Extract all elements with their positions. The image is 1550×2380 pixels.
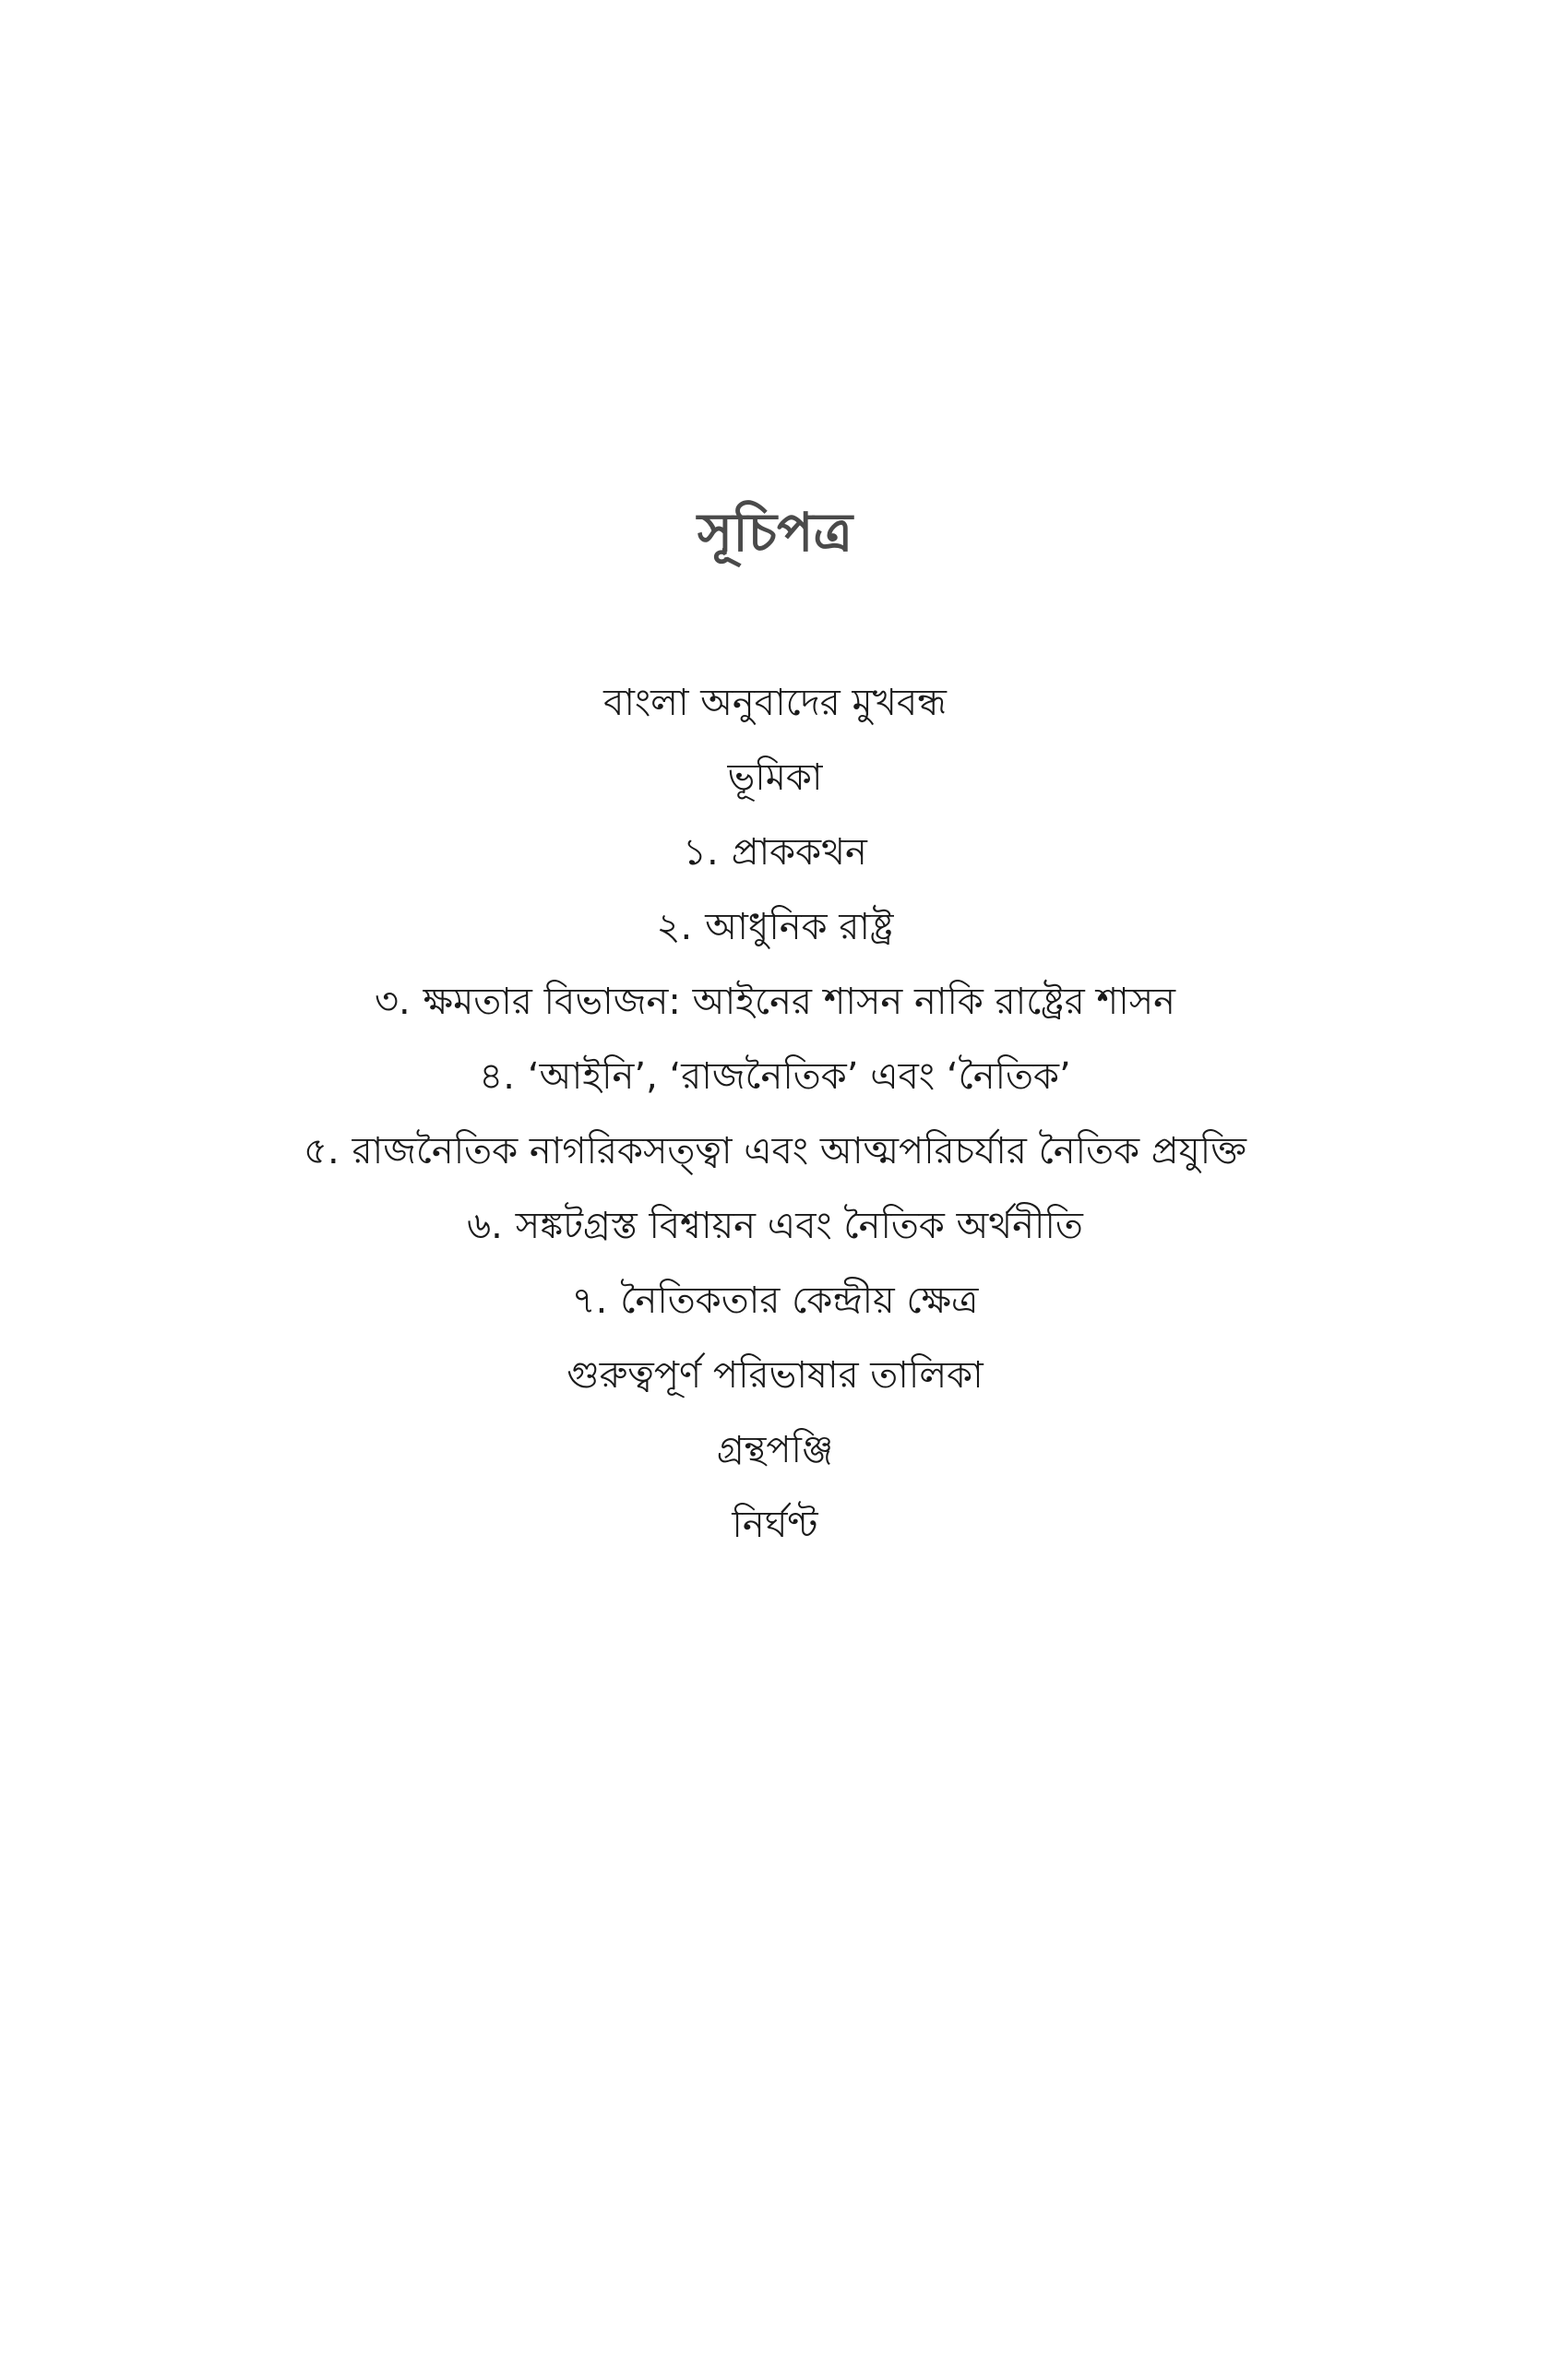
toc-entry-preface-bengali-translation [0, 671, 1550, 745]
toc-entry-label: গ্রন্থপঞ্জি [716, 1429, 834, 1471]
toc-entry-label: ‘আইনি’, ‘রাজনৈতিক’ এবং ‘নৈতিক’ [527, 1055, 1071, 1098]
page-title: সূচিপত্র [697, 500, 853, 564]
chapter-number: ২. [656, 906, 693, 948]
toc-entry-label: বাংলা অনুবাদের মুখবন্ধ [603, 682, 947, 724]
chapter-number: ৫. [304, 1130, 340, 1172]
toc-entry-label: আধুনিক রাষ্ট্র [705, 906, 894, 948]
chapter-number: ১. [683, 831, 719, 874]
toc-entry-chapter-5 [0, 1119, 1550, 1194]
toc-entry-index [0, 1493, 1550, 1567]
toc-entry-introduction [0, 745, 1550, 820]
toc-entry-chapter-3 [0, 970, 1550, 1044]
chapter-number: ৩. [374, 981, 411, 1023]
toc-entry-bibliography [0, 1418, 1550, 1493]
toc-entry-label: নৈতিকতার কেন্দ্রীয় ক্ষেত্র [620, 1279, 979, 1322]
toc-entry-chapter-2 [0, 895, 1550, 970]
toc-entry-glossary [0, 1343, 1550, 1418]
toc-entry-label: ভূমিকা [727, 756, 823, 799]
chapter-number: ৭. [571, 1279, 608, 1322]
toc-entry-chapter-6 [0, 1194, 1550, 1268]
chapter-number: ৬. [467, 1205, 503, 1247]
toc-entry-label: সঙ্কটগ্রস্ত বিশ্বায়ন এবং নৈতিক অর্থনীতি [515, 1205, 1083, 1247]
toc-entry-label: ক্ষমতার বিভাজন: আইনের শাসন নাকি রাষ্ট্রের শাসন [423, 981, 1176, 1023]
toc-entry-chapter-4 [0, 1044, 1550, 1119]
toc-entry-label: রাজনৈতিক নাগরিকসত্ত্বা এবং আত্মপরিচর্যার নৈতিক প্রযুক্তি [352, 1130, 1246, 1172]
toc-entry-chapter-1 [0, 820, 1550, 895]
toc-entry-label: প্রাককথন [731, 831, 867, 874]
toc-entry-label: নির্ঘণ্ট [732, 1504, 818, 1546]
toc-entry-chapter-7 [0, 1268, 1550, 1343]
table-of-contents [0, 671, 1550, 1567]
toc-entry-label: গুরুত্বপূর্ণ পরিভাষার তালিকা [566, 1354, 984, 1397]
chapter-number: ৪. [479, 1055, 515, 1098]
